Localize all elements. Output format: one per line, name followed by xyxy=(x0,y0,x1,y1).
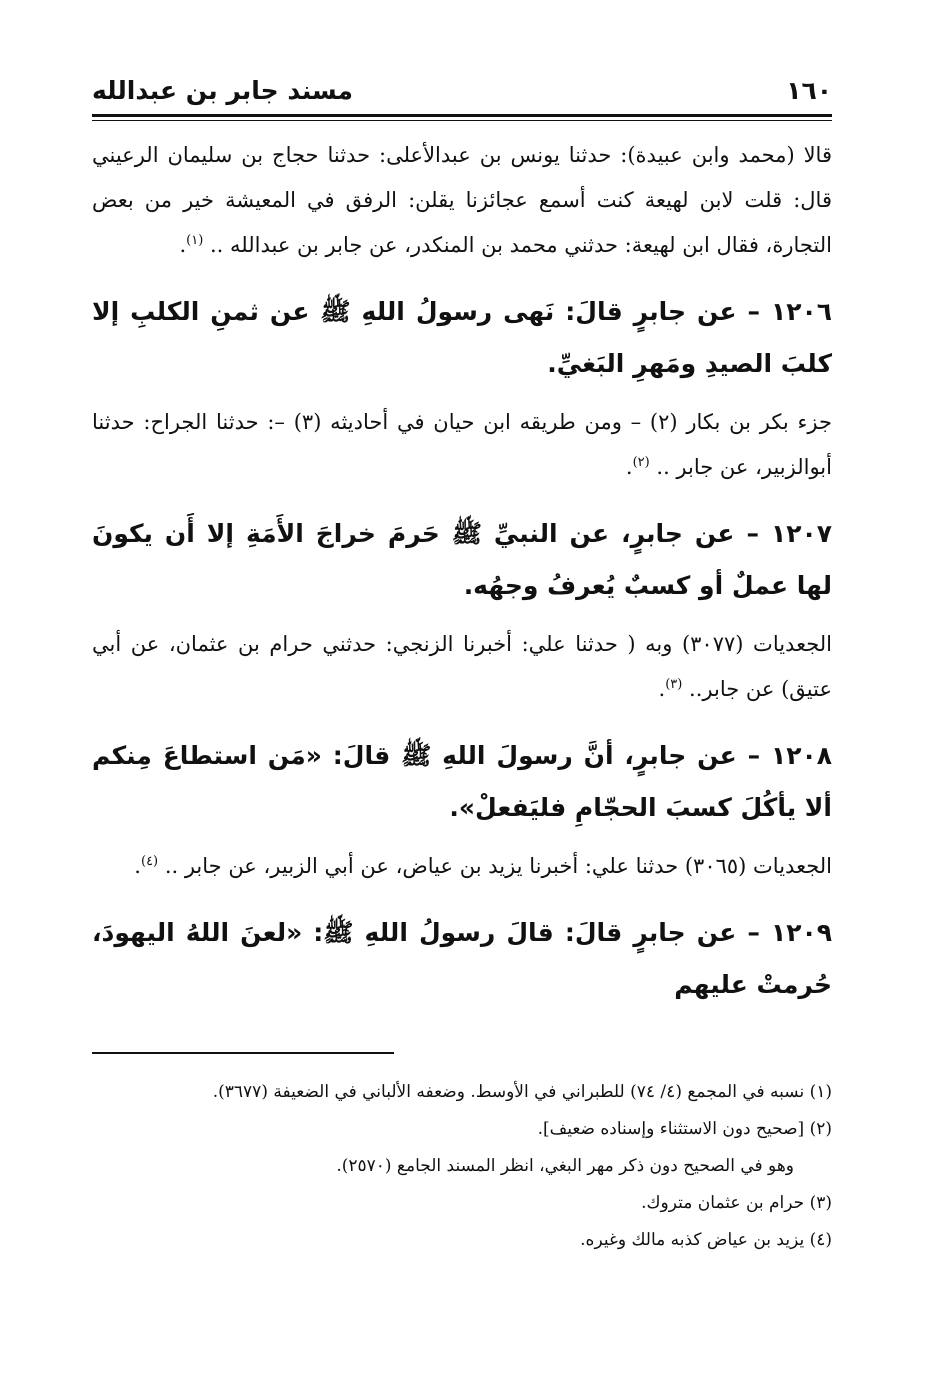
sentence-end: . xyxy=(625,455,633,479)
footnotes xyxy=(92,1074,832,1259)
hadith-1209: ١٢٠٩ – عن جابرٍ قالَ: قالَ رسولُ اللهِ ﷺ: «لعنَ اللهُ اليهودَ، حُرمتْ عليهم xyxy=(92,918,832,999)
main-text xyxy=(92,133,832,1011)
header-rule-thin xyxy=(92,120,832,121)
hadith-1208: ١٢٠٨ – عن جابرٍ، أنَّ رسولَ اللهِ ﷺ قالَ: «مَن استطاعَ مِنكم ألا يأكُلَ كسبَ الحجّامِ فليَفعلْ». xyxy=(92,741,832,822)
running-header xyxy=(92,70,832,110)
book-page xyxy=(92,70,832,1011)
footnote-rule xyxy=(92,1052,394,1054)
footnote-ref: (٤) xyxy=(140,854,159,869)
footnote-ref: (١) xyxy=(186,233,204,248)
hadith-1207: ١٢٠٧ – عن جابرٍ، عن النبيِّ ﷺ حَرمَ خراجَ الأَمَةِ إلا أَن يكونَ لها عملٌ أو كسبٌ يُعرفُ وجهُه. xyxy=(92,519,832,600)
footnote-3: (٣) حرام بن عثمان متروك. xyxy=(641,1193,832,1213)
footnote-2-continuation: وهو في الصحيح دون ذكر مهر البغي، انظر المسند الجامع (٢٥٧٠). xyxy=(336,1156,794,1176)
source-text: الجعديات (٣٠٧٧) وبه ( حدثنا علي: أخبرنا الزنجي: حدثني حرام بن عثمان، عن أبي عتيق) عن جابر.. xyxy=(92,632,833,701)
source-text: جزء بكر بن بكار (٢) – ومن طريقه ابن حيان في أحاديثه (٣) –: حدثنا الجراح: حدثنا أبوالزبير، عن جابر .. xyxy=(92,410,832,479)
sentence-end: . xyxy=(179,233,187,257)
source-text: الجعديات (٣٠٦٥) حدثنا علي: أخبرنا يزيد بن عياض، عن أبي الزبير، عن جابر .. xyxy=(164,854,832,878)
footnote-ref: (٢) xyxy=(632,455,650,470)
header-rule xyxy=(92,114,832,117)
source-1208 xyxy=(92,844,832,889)
source-1206 xyxy=(92,400,832,490)
source-1207 xyxy=(92,622,832,712)
book-title: مسند جابر بن عبدالله xyxy=(92,76,353,105)
footnote-ref: (٣) xyxy=(665,677,683,692)
footnote-1: (١) نسبه في المجمع (٤/ ٧٤) للطبراني في الأوسط. وضعفه الألباني في الضعيفة (٣٦٧٧). xyxy=(212,1082,832,1102)
intro-paragraph xyxy=(92,133,832,268)
page-number: ١٦٠ xyxy=(786,76,832,105)
hadith-1206: ١٢٠٦ – عن جابرٍ قالَ: نَهى رسولُ اللهِ ﷺ عن ثمنِ الكلبِ إلا كلبَ الصيدِ ومَهرِ البَغيِّ. xyxy=(92,297,832,378)
intro-text: قالا (محمد وابن عبيدة): حدثنا يونس بن عبدالأعلى: حدثنا حجاج بن سليمان الرعيني قال: قلت لابن لهيعة كنت أسمع عجائزنا يقلن: الرفق في المعيشة خير من بعض التجارة، فقال ابن لهيعة: حدثني محمد بن المنكدر، عن جابر بن عبدالله .. xyxy=(92,143,832,257)
footnote-2: (٢) [صحيح دون الاستثناء وإسناده ضعيف]. xyxy=(537,1119,832,1139)
footnote-4: (٤) يزيد بن عياض كذبه مالك وغيره. xyxy=(580,1230,832,1250)
sentence-end: . xyxy=(134,854,141,878)
sentence-end: . xyxy=(658,677,666,701)
